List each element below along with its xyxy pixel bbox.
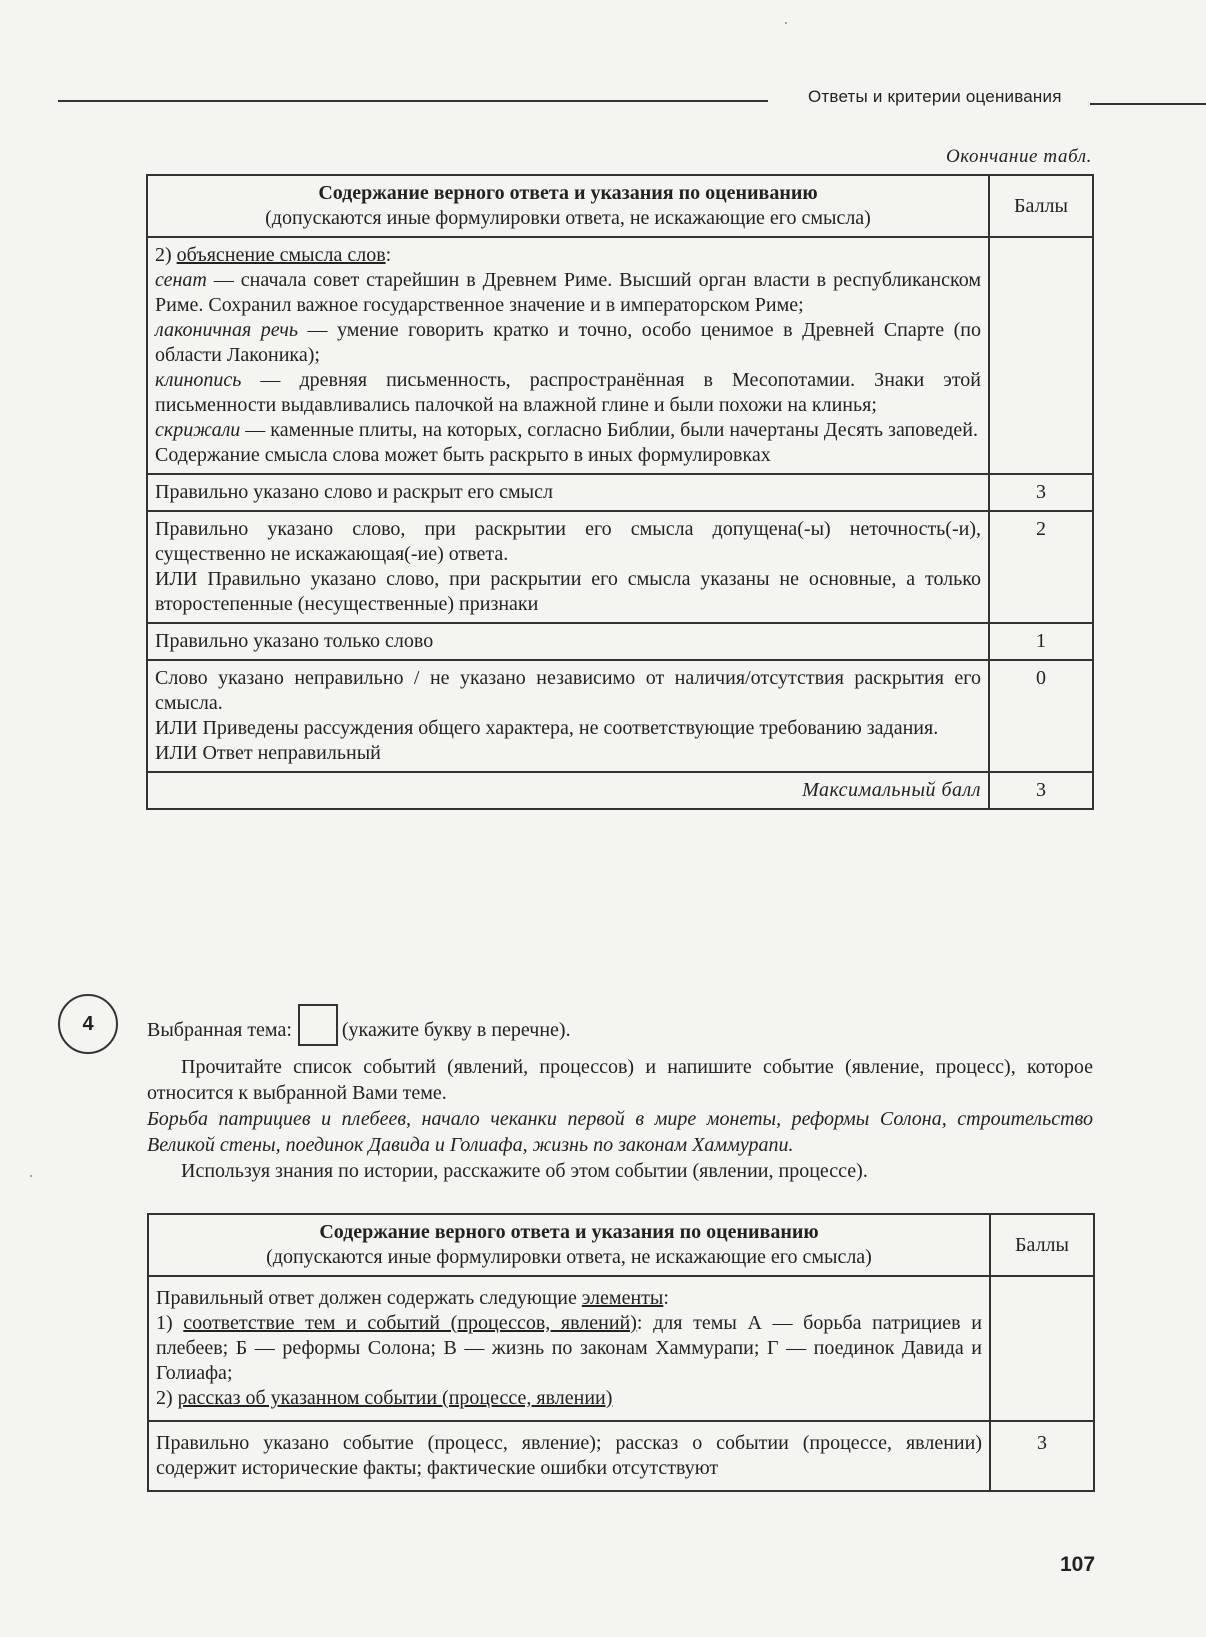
term-senate: сенат (155, 269, 207, 291)
definition-laconic: — умение говорить кратко и точно, особо ценимое в Древней Спарте (по области Лаконика); (155, 319, 982, 366)
criterion-text (147, 511, 989, 623)
item-title: объяснение смысла слов (176, 244, 386, 266)
table-header-row (147, 175, 1093, 237)
intro-text: Правильный ответ должен содержать следующие (156, 1287, 582, 1309)
intro-underlined: элементы (581, 1287, 664, 1309)
table-row-answer-content (148, 1276, 1094, 1421)
score-cell-empty (990, 1276, 1094, 1421)
score-column-header: Баллы (989, 175, 1093, 237)
item1-number: 1) (156, 1312, 184, 1334)
item-number: 2) (155, 244, 177, 266)
header-title: Содержание верного ответа и указания по оцениванию (318, 182, 818, 204)
table-row (147, 474, 1093, 511)
intro-colon: : (663, 1287, 669, 1309)
criteria-table-task4 (147, 1213, 1095, 1492)
chosen-theme-label: Выбранная тема: (147, 1019, 292, 1041)
max-score-label: Максимальный балл (147, 772, 989, 809)
chosen-theme-hint: (укажите букву в перечне). (341, 1019, 571, 1041)
table-header-row (148, 1214, 1094, 1276)
item2-title: рассказ об указанном событии (процессе, явлении) (177, 1387, 613, 1409)
criterion-text: Правильно указано событие (процесс, явление); рассказ о событии (процессе, явлении) содержит исторические факты; фактические ошибки отсутствуют (148, 1421, 990, 1491)
chosen-theme-line (147, 1004, 1093, 1046)
score-value: 3 (989, 474, 1093, 511)
criterion-line: ИЛИ Приведены рассуждения общего характера, не соответствующие требованию задания. (155, 717, 939, 739)
score-value: 2 (989, 511, 1093, 623)
score-value: 3 (990, 1421, 1094, 1491)
running-head: Ответы и критерии оценивания (808, 87, 1062, 106)
criterion-line: ИЛИ Ответ неправильный (155, 742, 381, 764)
score-value: 1 (989, 623, 1093, 660)
task4-text (147, 1004, 1093, 1184)
criterion-line: ИЛИ Правильно указано слово, при раскрытии его смысла указаны не основные, а только второстепенные (несущественные) признаки (155, 568, 981, 615)
term-tablets: скрижали (155, 419, 241, 441)
score-cell-empty (989, 237, 1093, 474)
criterion-text: Правильно указано только слово (147, 623, 989, 660)
header-rule-right (1090, 103, 1206, 105)
task-instruction: Прочитайте список событий (явлений, процессов) и напишите событие (явление, процесс), которое относится к выбранной Вами теме. (147, 1056, 1093, 1104)
criterion-text (147, 660, 989, 772)
answer-content-cell (148, 1276, 990, 1421)
events-list: Борьба патрициев и плебеев, начало чеканки первой в мире монеты, реформы Солона, строительство Великой стены, поединок Давида и Голиафа, жизнь по законам Хаммурапи. (147, 1108, 1093, 1156)
content-column-header (147, 175, 989, 237)
score-value: 0 (989, 660, 1093, 772)
task-number-badge: 4 (58, 994, 118, 1054)
header-title: Содержание верного ответа и указания по оцениванию (319, 1221, 819, 1243)
answer-content-cell (147, 237, 989, 474)
item1-title: соответствие тем и событий (процессов, явлений) (183, 1312, 637, 1334)
item1-text: : для темы А — борьба патрициев и плебеев; Б — реформы Солона; В — жизнь по законам Хаммурапи; Г — поединок Давида и Голиафа; (156, 1312, 982, 1384)
criterion-line: Слово указано неправильно / не указано независимо от наличия/отсутствия раскрытия его смысла. (155, 667, 981, 714)
table-row (147, 511, 1093, 623)
criterion-line: Правильно указано слово, при раскрытии его смысла допущена(-ы) неточность(-и), существенно не искажающая(-ие) ответа. (155, 518, 981, 565)
max-score-value: 3 (989, 772, 1093, 809)
header-subtitle: (допускаются иные формулировки ответа, не искажающие его смысла) (265, 207, 871, 229)
term-cuneiform: клинопись (155, 369, 242, 391)
scan-speck (785, 22, 787, 24)
definition-tablets: — каменные плиты, на которых, согласно Библии, были начертаны Десять заповедей. (240, 419, 978, 441)
term-laconic: лаконичная речь (155, 319, 299, 341)
page-number: 107 (1060, 1553, 1096, 1576)
definition-senate: — сначала совет старейшин в Древнем Риме. Высший орган власти в республиканском Риме. Сохранил важное государственное значение и в императорском Риме; (155, 269, 981, 316)
table-row (148, 1421, 1094, 1491)
criterion-text: Правильно указано слово и раскрыт его смысл (147, 474, 989, 511)
max-score-row (147, 772, 1093, 809)
content-column-header (148, 1214, 990, 1276)
task-question: Используя знания по истории, расскажите об этом событии (явлении, процессе). (181, 1160, 868, 1182)
definition-cuneiform: — древняя письменность, распространённая в Месопотамии. Знаки этой письменности выдавливались палочкой на влажной глине и были похожи на клинья; (155, 369, 981, 416)
score-column-header: Баллы (990, 1214, 1094, 1276)
scan-speck (30, 1175, 32, 1177)
table-continuation-note: Окончание табл. (945, 146, 1092, 167)
table-row (147, 623, 1093, 660)
answer-letter-box[interactable] (298, 1004, 338, 1046)
table-row (147, 660, 1093, 772)
header-subtitle: (допускаются иные формулировки ответа, не искажающие его смысла) (266, 1246, 872, 1268)
header-rule-left (58, 100, 768, 102)
criteria-table-task3 (146, 174, 1094, 810)
table-row-answer-content (147, 237, 1093, 474)
item-colon: : (385, 244, 392, 266)
content-note: Содержание смысла слова может быть раскрыто в иных формулировках (155, 444, 771, 466)
item2-number: 2) (156, 1387, 178, 1409)
